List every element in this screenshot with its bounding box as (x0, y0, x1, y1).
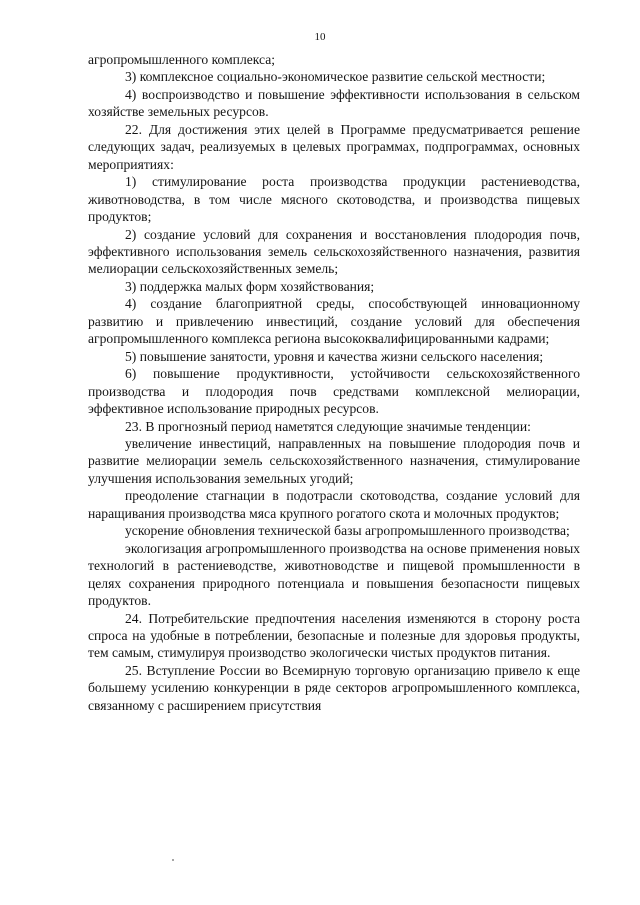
paragraph: экологизация агропромышленного производства на основе применения новых технологий в растениеводстве, животноводстве и пищевой промышленности в целях сохранения природного потенциала и повышения безопасности пищевых продуктов. (88, 540, 580, 609)
paragraph: 6) повышение продуктивности, устойчивости сельскохозяйственного производства и плодородия почв средствами комплексной мелиорации, эффективное использование природных ресурсов. (88, 366, 580, 417)
paragraph: 24. Потребительские предпочтения населения изменяются в сторону роста спроса на удобные в потреблении, безопасные и полезные для здоровья продукты, тем самым, стимулируя производство экологически чистых продуктов питания. (88, 610, 580, 661)
paragraph: 4) создание благоприятной среды, способствующей инновационному развитию и привлечению инвестиций, создание условий для обеспечения агропромышленного комплекса региона высококвалифицированными кадрами; (88, 296, 580, 347)
paragraph: 5) повышение занятости, уровня и качества жизни сельского населения; (125, 348, 544, 364)
paragraph: 4) воспроизводство и повышение эффективности использования в сельском хозяйстве земельных ресурсов. (88, 86, 580, 120)
paragraph: 1) стимулирование роста производства продукции растениеводства, животноводства, в том числе мясного скотоводства, и производства пищевых продуктов; (88, 174, 580, 225)
document-body (88, 51, 580, 714)
paragraph: преодоление стагнации в подотрасли скотоводства, создание условий для наращивания производства мяса крупного рогатого скота и молочных продуктов; (88, 488, 580, 521)
paragraph: ускорение обновления технической базы агропромышленного производства; (125, 523, 570, 539)
page-number: 10 (314, 31, 326, 43)
scan-artifact-dot (172, 859, 174, 861)
paragraph: 22. Для достижения этих целей в Программе предусматривается решение следующих задач, реализуемых в целевых программах, подпрограммах, основных мероприятиях: (88, 121, 580, 172)
paragraph: 25. Вступление России во Всемирную торговую организацию привело к еще большему усилению конкуренции в ряде секторов агропромышленного комплекса, связанному с расширением присутствия (88, 662, 580, 713)
paragraph: 23. В прогнозный период наметятся следующие значимые тенденции: (125, 418, 531, 434)
paragraph: 3) поддержка малых форм хозяйствования; (125, 278, 375, 294)
paragraph: 2) создание условий для сохранения и восстановления плодородия почв, эффективного использования земель сельскохозяйственного назначения, развития мелиорации сельскохозяйственных земель; (88, 226, 580, 277)
paragraph: увеличение инвестиций, направленных на повышение плодородия почв и развитие мелиорации земель сельскохозяйственного назначения, стимулирование улучшения использования земельных угодий; (88, 435, 580, 486)
paragraph: 3) комплексное социально-экономическое развитие сельской местности; (125, 69, 546, 85)
paragraph: агропромышленного комплекса; (88, 52, 276, 67)
